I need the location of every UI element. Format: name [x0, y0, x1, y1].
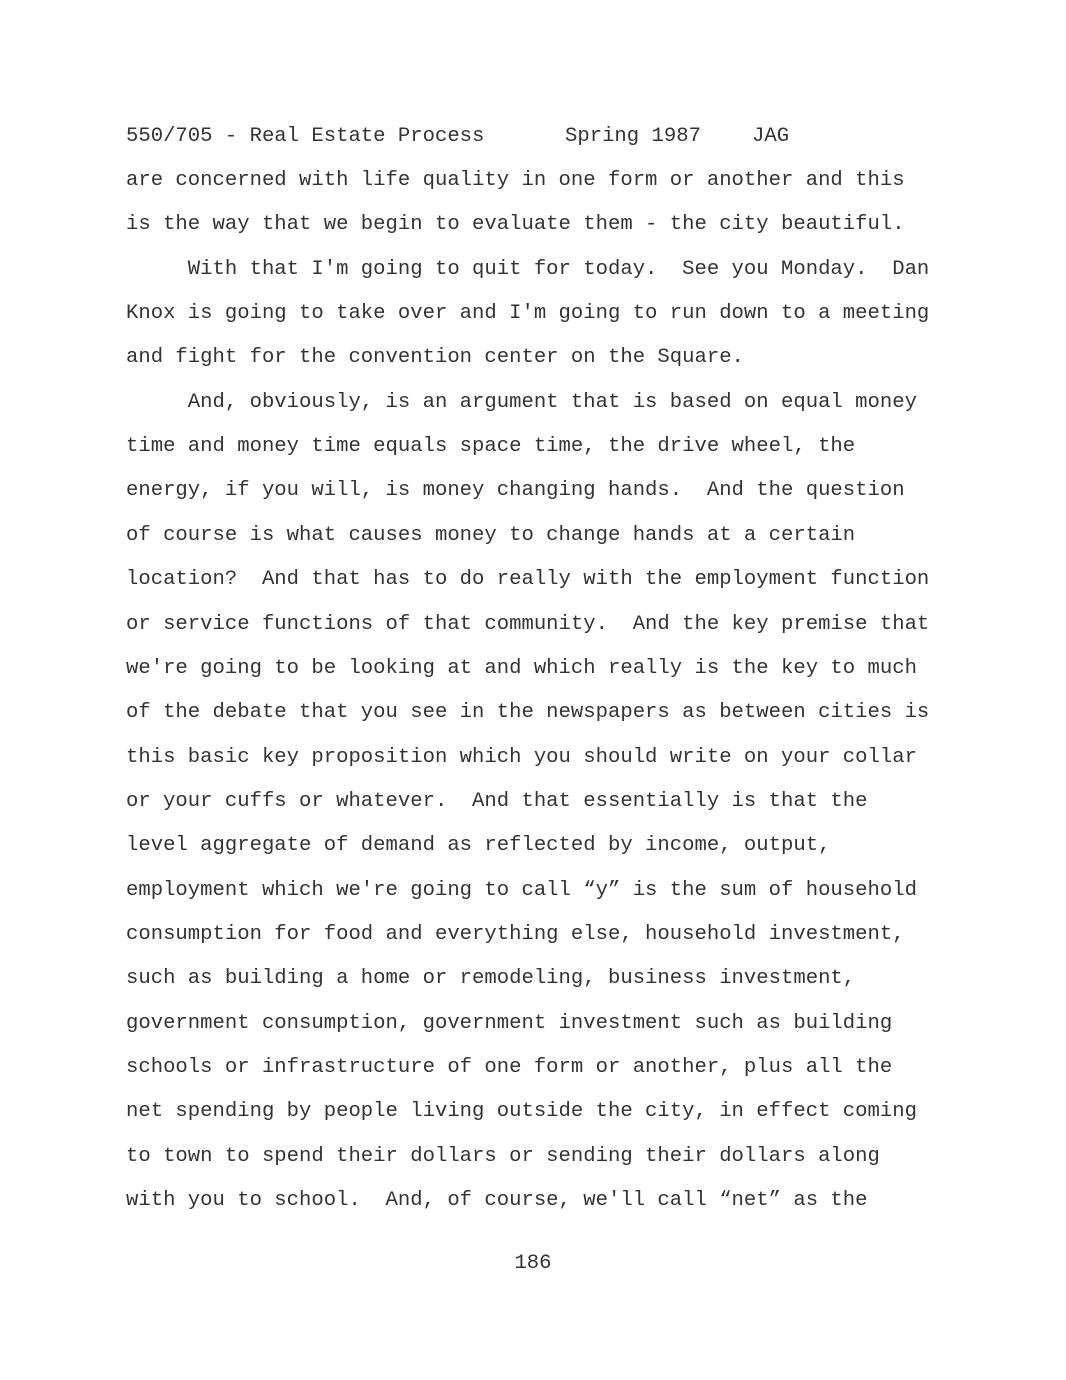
text-line: With that I'm going to quit for today. See you Monday. Dan	[126, 257, 930, 281]
text-line: Knox is going to take over and I'm going to run down to a meeting	[126, 302, 930, 326]
text-line: to town to spend their dollars or sending their dollars along	[126, 1144, 880, 1168]
text-line: employment which we're going to call “y” is the sum of household	[126, 878, 917, 902]
text-line: we're going to be looking at and which really is the key to much	[126, 656, 917, 680]
text-line: consumption for food and everything else, household investment,	[126, 923, 905, 946]
text-line: of course is what causes money to change hands at a certain	[126, 523, 856, 547]
text-line: net spending by people living outside the city, in effect coming	[126, 1100, 917, 1124]
text-line: schools or infrastructure of one form or another, plus all the	[126, 1056, 893, 1079]
text-line: with you to school. And, of course, we'll call “net” as the	[126, 1189, 868, 1213]
text-line: And, obviously, is an argument that is based on equal money	[126, 390, 917, 414]
text-line: time and money time equals space time, the drive wheel, the	[126, 435, 856, 459]
term-label: Spring 1987	[565, 125, 701, 148]
text-line: is the way that we begin to evaluate them - the city beautiful.	[126, 213, 905, 237]
text-line: location? And that has to do really with the employment function	[126, 568, 930, 592]
text-line: this basic key proposition which you should write on your collar	[126, 745, 917, 769]
text-line: or service functions of that community. And the key premise that	[126, 612, 930, 636]
text-line: energy, if you will, is money changing hands. And the question	[126, 479, 905, 503]
page-number: 186	[514, 1252, 552, 1275]
text-line: level aggregate of demand as reflected by income, output,	[126, 834, 831, 858]
text-line: government consumption, government investment such as building	[126, 1011, 893, 1035]
author-initials: JAG	[752, 125, 790, 148]
course-title: 550/705 - Real Estate Process	[126, 125, 485, 148]
text-line: are concerned with life quality in one form or another and this	[126, 169, 905, 192]
page-header	[126, 123, 790, 151]
text-line: and fight for the convention center on the Square.	[126, 346, 744, 370]
text-line: or your cuffs or whatever. And that essentially is that the	[126, 789, 868, 813]
text-line: such as building a home or remodeling, business investment,	[126, 967, 856, 991]
text-line: of the debate that you see in the newspapers as between cities is	[126, 701, 930, 725]
